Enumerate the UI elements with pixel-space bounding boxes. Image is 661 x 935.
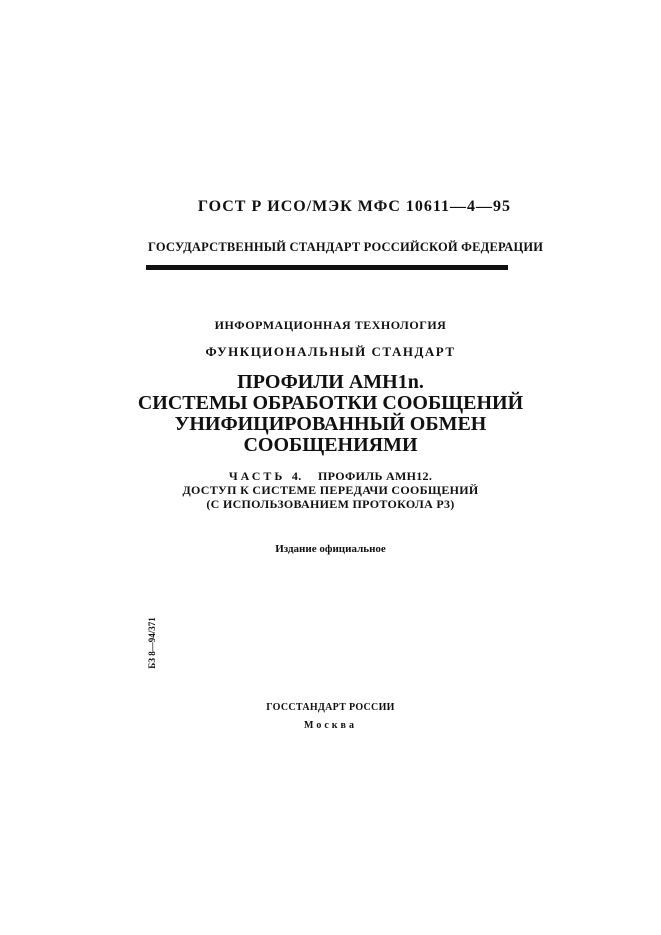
part-profile: ПРОФИЛЬ АМН12. xyxy=(318,469,433,483)
part-line-1 xyxy=(0,469,661,483)
state-standard-heading: ГОСУДАРСТВЕННЫЙ СТАНДАРТ РОССИЙСКОЙ ФЕДЕРАЦИИ xyxy=(148,240,544,254)
subject-heading: ИНФОРМАЦИОННАЯ ТЕХНОЛОГИЯ xyxy=(214,318,447,332)
part-number: 4. xyxy=(291,469,302,483)
title-line-4: СООБЩЕНИЯМИ xyxy=(243,434,418,456)
part-description xyxy=(0,469,661,511)
part-line-3: (С ИСПОЛЬЗОВАНИЕМ ПРОТОКОЛА Р3) xyxy=(206,497,455,511)
edition-note: Издание официальное xyxy=(275,543,386,555)
catalog-code-text: БЗ 8—94/371 xyxy=(147,617,157,669)
standard-kind: ФУНКЦИОНАЛЬНЫЙ СТАНДАРТ xyxy=(205,344,456,359)
document-title xyxy=(0,372,661,456)
title-line-2: СИСТЕМЫ ОБРАБОТКИ СООБЩЕНИЙ xyxy=(137,392,524,414)
part-line-2: ДОСТУП К СИСТЕМЕ ПЕРЕДАЧИ СООБЩЕНИЙ xyxy=(182,483,479,497)
title-line-1: ПРОФИЛИ АМН1n. xyxy=(237,371,424,393)
heading-rule xyxy=(146,265,508,270)
publication-city: Москва xyxy=(304,720,357,731)
part-label: ЧАСТЬ xyxy=(228,469,286,483)
catalog-code xyxy=(145,612,159,674)
title-line-3: УНИФИЦИРОВАННЫЙ ОБМЕН xyxy=(174,413,487,435)
publisher: ГОССТАНДАРТ РОССИИ xyxy=(266,702,395,713)
document-number: ГОСТ Р ИСО/МЭК МФС 10611—4—95 xyxy=(197,198,511,215)
